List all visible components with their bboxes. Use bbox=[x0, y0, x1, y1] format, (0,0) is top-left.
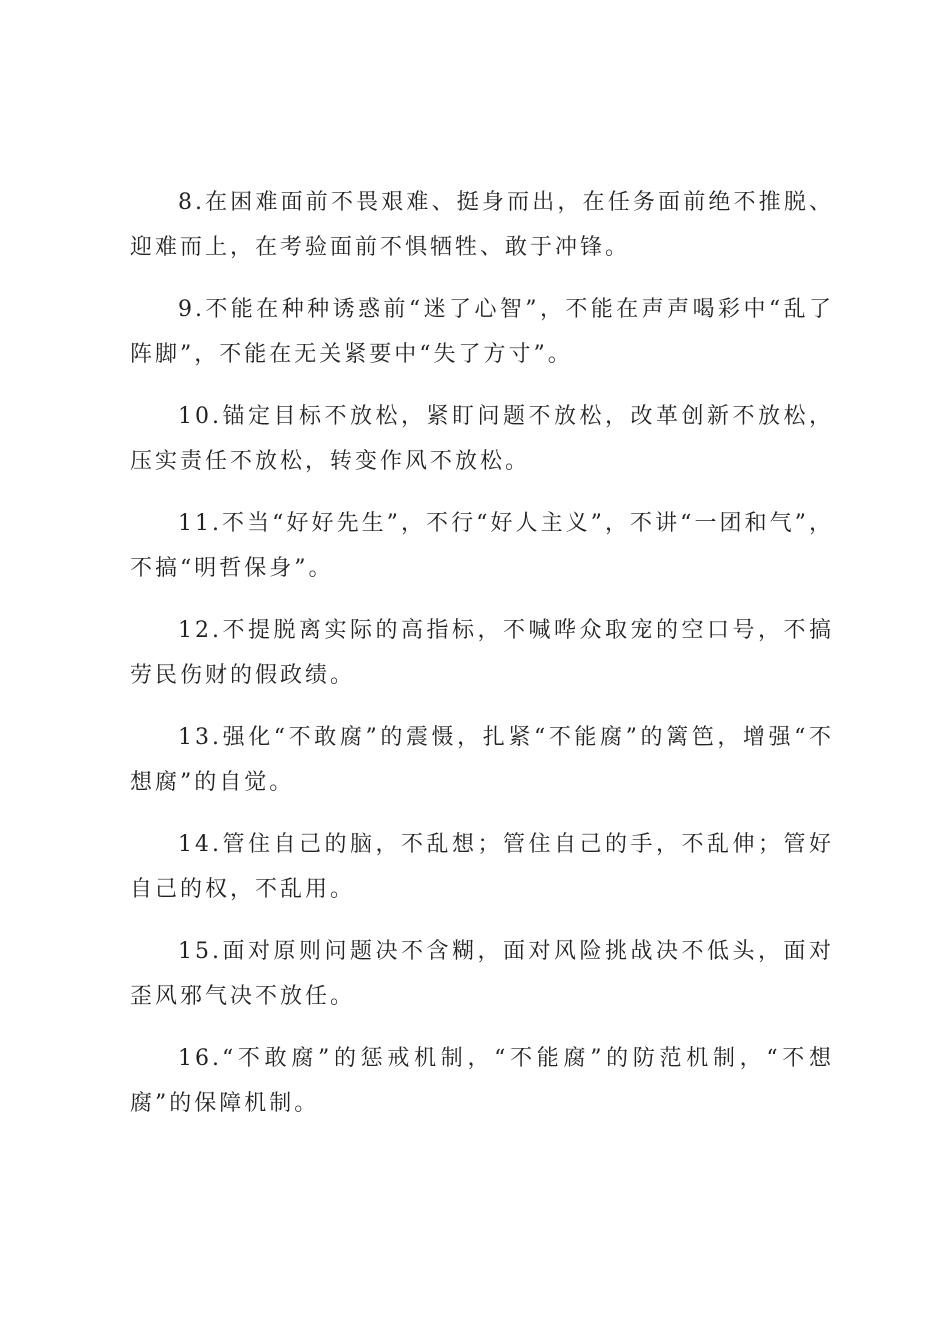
paragraph-13: 13.强化“不敢腐”的震慑，扎紧“不能腐”的篱笆，增强“不想腐”的自觉。 bbox=[130, 725, 834, 795]
paragraph-14: 14.管住自己的脑，不乱想；管住自己的手，不乱伸；管好自己的权，不乱用。 bbox=[130, 832, 834, 902]
paragraph-9: 9.不能在种种诱惑前“迷了心智”，不能在声声喝彩中“乱了阵脚”，不能在无关紧要中“失了方寸”。 bbox=[130, 297, 834, 367]
paragraph-10: 10.锚定目标不放松，紧盯问题不放松，改革创新不放松，压实责任不放松，转变作风不放松。 bbox=[130, 404, 834, 474]
paragraph-12: 12.不提脱离实际的高指标，不喊哗众取宠的空口号，不搞劳民伤财的假政绩。 bbox=[130, 618, 834, 688]
document-body bbox=[130, 180, 834, 1143]
paragraph-11: 11.不当“好好先生”，不行“好人主义”，不讲“一团和气”，不搞“明哲保身”。 bbox=[130, 511, 834, 581]
paragraph-15: 15.面对原则问题决不含糊，面对风险挑战决不低头，面对歪风邪气决不放任。 bbox=[130, 939, 834, 1009]
paragraph-8: 8.在困难面前不畏艰难、挺身而出，在任务面前绝不推脱、迎难而上，在考验面前不惧牺牲、敢于冲锋。 bbox=[130, 190, 834, 260]
paragraph-16: 16.“不敢腐”的惩戒机制，“不能腐”的防范机制，“不想腐”的保障机制。 bbox=[130, 1046, 834, 1116]
